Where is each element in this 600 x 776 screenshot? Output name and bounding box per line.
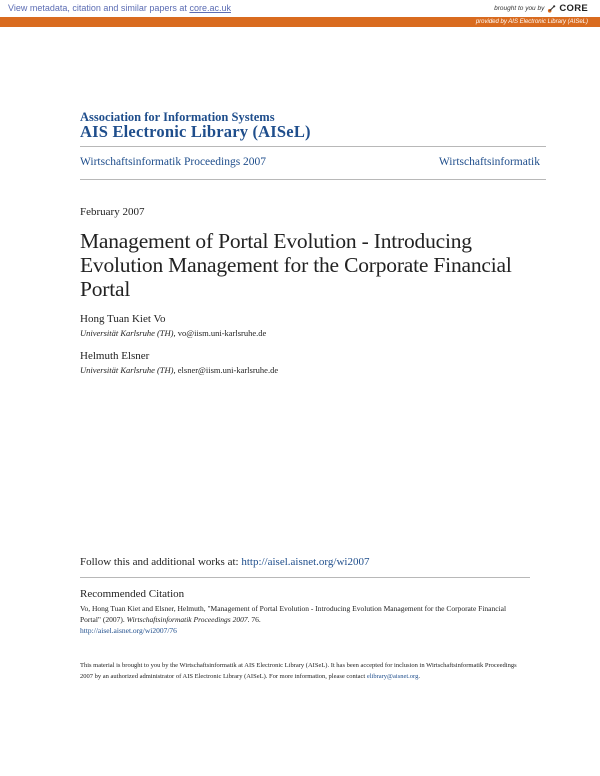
author-email: , vo@iism.uni-karlsruhe.de (173, 328, 267, 338)
citation-main: Vo, Hong Tuan Kiet and Elsner, Helmuth, "Management of Portal Evolution - Introducing Evolution Management for the Corporate Financial Portal" (2007). (80, 604, 507, 624)
core-metadata-text (8, 3, 231, 13)
follow-line (80, 556, 369, 568)
affiliation-name: Universität Karlsruhe (TH) (80, 365, 174, 375)
association-name[interactable]: Association for Information Systems (80, 110, 275, 124)
notice-end: . (418, 673, 420, 680)
core-banner (0, 0, 600, 28)
proceedings-link[interactable]: Wirtschaftsinformatik Proceedings 2007 (80, 156, 267, 168)
citation-divider (80, 577, 530, 578)
author-name: Helmuth Elsner (80, 350, 150, 362)
citation-text (80, 603, 520, 636)
affiliation-name: Universität Karlsruhe (TH) (80, 328, 174, 338)
contact-email-link[interactable]: elibrary@aisnet.org (366, 673, 419, 680)
header-divider-top (80, 146, 546, 147)
core-brought-text: brought to you by (494, 5, 545, 12)
core-provided-text: provided by AIS Electronic Library (AISeL) (475, 19, 588, 25)
core-link[interactable]: core.ac.uk (189, 3, 231, 13)
notice-text: This material is brought to you by the Wirtschaftsinformatik at AIS Electronic Library (AISeL). It has been accepted for inclusion in Wirtschaftsinformatik Proceedings 2007 by an authorized administrator of AIS Electronic Library (AISeL). For more information, please contact (80, 662, 517, 680)
paper-title: Management of Portal Evolution - Introducing Evolution Management for the Corporate Financial Portal (80, 229, 512, 301)
follow-text: Follow this and additional works at: (80, 556, 239, 568)
header-divider-bottom (80, 179, 546, 180)
author-name: Hong Tuan Kiet Vo (80, 313, 166, 325)
recommended-citation-heading: Recommended Citation (80, 588, 185, 600)
core-provided-bar (0, 17, 600, 27)
core-logo-name: CORE (559, 3, 588, 14)
citation-journal: Wirtschaftsinformatik Proceedings 2007 (126, 615, 248, 624)
library-name[interactable]: AIS Electronic Library (AISeL) (80, 122, 311, 141)
core-metadata-label: View metadata, citation and similar papers at (8, 3, 187, 13)
core-brand[interactable] (494, 3, 588, 14)
citation-tail: . 76. (247, 615, 261, 624)
follow-link[interactable]: http://aisel.aisnet.org/wi2007 (241, 556, 370, 568)
core-logo-icon (547, 4, 556, 14)
citation-link[interactable]: http://aisel.aisnet.org/wi2007/76 (80, 626, 177, 635)
paper-date: February 2007 (80, 206, 145, 218)
series-link[interactable]: Wirtschaftsinformatik (438, 156, 540, 168)
author-affiliation (80, 365, 278, 375)
author-affiliation (80, 328, 266, 338)
core-banner-top (0, 0, 600, 17)
access-notice (80, 660, 520, 682)
author-email: , elsner@iism.uni-karlsruhe.de (173, 365, 279, 375)
